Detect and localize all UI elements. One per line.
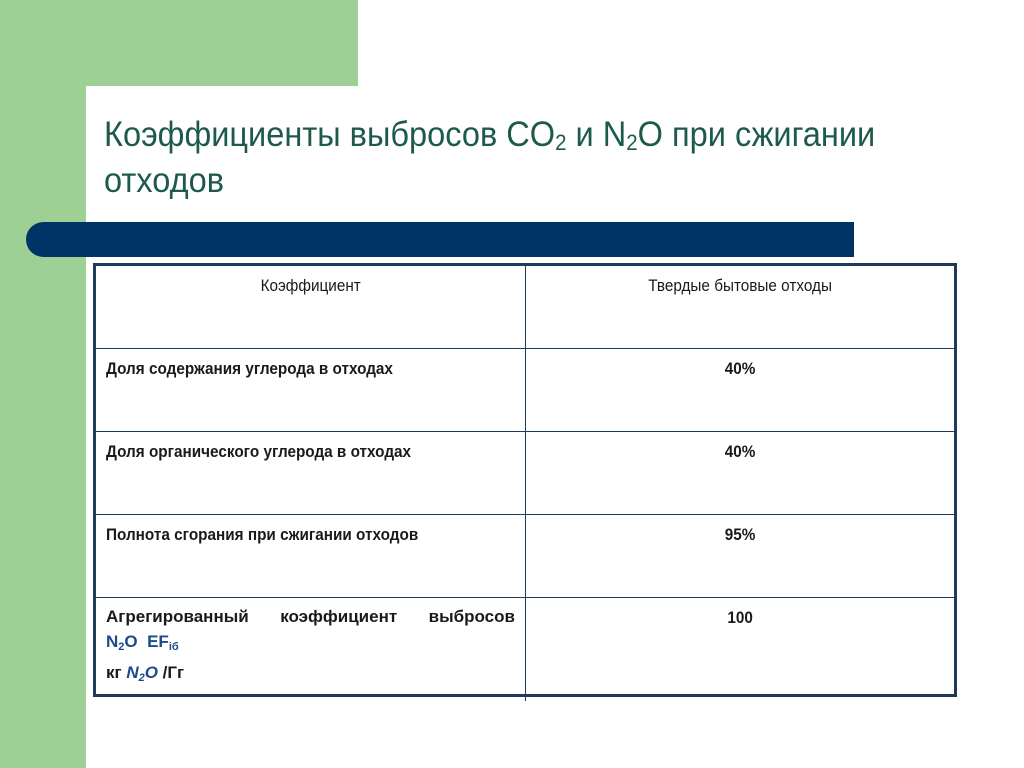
header-cell-msw: Твердые бытовые отходы (526, 266, 955, 349)
table-row (96, 515, 954, 598)
decor-green-side (0, 0, 86, 768)
row-label: Полнота сгорания при сжигании отходов (96, 515, 526, 598)
row-label: Доля содержания углерода в отходах (96, 349, 526, 432)
table-header-row (96, 266, 954, 349)
aggregated-unit: кг $N_2O$ /Гг (106, 663, 185, 684)
aggregated-line2: $N_2O$ $EF_{iб}$ (106, 632, 179, 653)
table-row (96, 349, 954, 432)
slide-title: Коэффициенты выбросов $CO_2$ и $N_2O$ при сжигании отходов (104, 115, 876, 200)
row-label: Доля органического углерода в отходах (96, 432, 526, 515)
title-divider-bar (26, 222, 854, 257)
header-cell-coefficient: Коэффициент (96, 266, 526, 349)
row-label-aggregated (96, 598, 526, 702)
row-value: 40% (526, 349, 955, 432)
row-value: 95% (526, 515, 955, 598)
table-row-aggregated (96, 598, 954, 702)
aggregated-line1: Агрегированный коэффициент выбросов (106, 607, 515, 626)
row-value: 40% (526, 432, 955, 515)
row-value-aggregated: 100 (526, 598, 955, 702)
coefficients-table (93, 263, 957, 697)
table-row (96, 432, 954, 515)
